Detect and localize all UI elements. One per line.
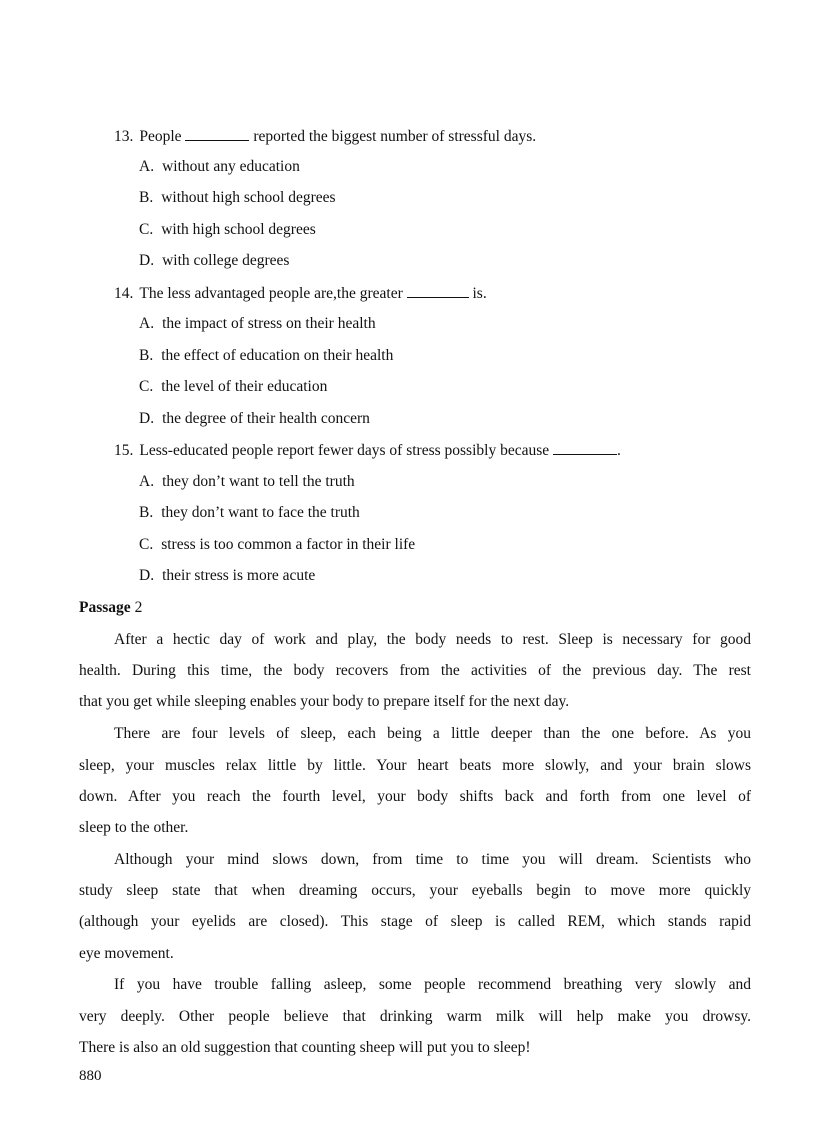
option-letter: D. [139,410,155,427]
option-text: stress is too common a factor in their life [161,536,416,553]
paragraph-line: Although your mind slows down, from time to time you will dream. Scientists who [114,851,751,868]
option-text: with college degrees [162,252,290,269]
option-letter: A. [139,473,155,490]
question-number: 15. [114,442,134,459]
option-text: the level of their education [161,378,328,395]
paragraph-line: There is also an old suggestion that counting sheep will put you to sleep! [79,1039,531,1056]
option-text: they don’t want to face the truth [161,504,360,521]
option-letter: B. [139,504,154,521]
option-letter: D. [139,252,155,269]
question-stem-before: The less advantaged people are,the greater [139,285,403,302]
question-stem-before: Less-educated people report fewer days of stress possibly because [139,442,550,459]
option-13c [139,220,316,240]
option-14b [139,346,393,366]
option-14d [139,409,370,429]
option-15c [139,535,415,555]
passage-number: 2 [134,599,143,616]
option-letter: D. [139,567,155,584]
question-number: 14. [114,285,134,302]
option-text: the impact of stress on their health [162,315,376,332]
paragraph-line: health. During this time, the body recovers from the activities of the previous day. The rest [79,662,751,679]
paragraph-line: After a hectic day of work and play, the body needs to rest. Sleep is necessary for good [114,631,751,648]
option-13b [139,188,336,208]
passage-label: Passage [79,599,131,616]
option-letter: C. [139,378,154,395]
paragraph-line: There are four levels of sleep, each being a little deeper than the one before. As you [114,725,751,742]
option-letter: B. [139,347,154,364]
passage-heading [79,598,142,618]
page-number: 880 [79,1068,102,1084]
question-13-stem [114,126,536,147]
answer-blank [407,283,469,298]
question-number: 13. [114,128,134,145]
question-15-stem [114,440,621,461]
option-text: the degree of their health concern [162,410,370,427]
paragraph-line: very deeply. Other people believe that drinking warm milk will help make you drowsy. [79,1008,751,1025]
option-letter: B. [139,189,154,206]
option-15a [139,472,355,492]
option-14a [139,314,376,334]
question-stem-after: reported the biggest number of stressful days. [253,128,537,145]
answer-blank [185,126,249,141]
option-text: without any education [162,158,300,175]
option-text: without high school degrees [161,189,336,206]
question-14-stem [114,283,487,304]
option-letter: A. [139,158,155,175]
option-letter: C. [139,536,154,553]
paragraph-line: that you get while sleeping enables your body to prepare itself for the next day. [79,693,570,710]
paragraph-line: down. After you reach the fourth level, your body shifts back and forth from one level of [79,788,751,805]
option-text: their stress is more acute [162,567,316,584]
option-text: the effect of education on their health [161,347,394,364]
option-14c [139,377,327,397]
question-stem-after: is. [472,285,487,302]
option-13a [139,157,300,177]
paragraph-line: sleep to the other. [79,819,189,836]
paragraph-line: eye movement. [79,945,174,962]
option-text: they don’t want to tell the truth [162,473,355,490]
paragraph-line: sleep, your muscles relax little by little. Your heart beats more slowly, and your brain slows [79,757,751,774]
question-stem-after: . [617,442,621,459]
question-stem-before: People [139,128,182,145]
paragraph-line: If you have trouble falling asleep, some people recommend breathing very slowly and [114,976,751,993]
option-text: with high school degrees [161,221,316,238]
option-letter: C. [139,221,154,238]
option-15b [139,503,360,523]
paragraph-line: study sleep state that when dreaming occurs, your eyeballs begin to move more quickly [79,882,751,899]
option-13d [139,251,289,271]
paragraph-line: (although your eyelids are closed). This stage of sleep is called REM, which stands rapid [79,913,751,930]
option-letter: A. [139,315,155,332]
answer-blank [553,440,617,455]
option-15d [139,566,315,586]
